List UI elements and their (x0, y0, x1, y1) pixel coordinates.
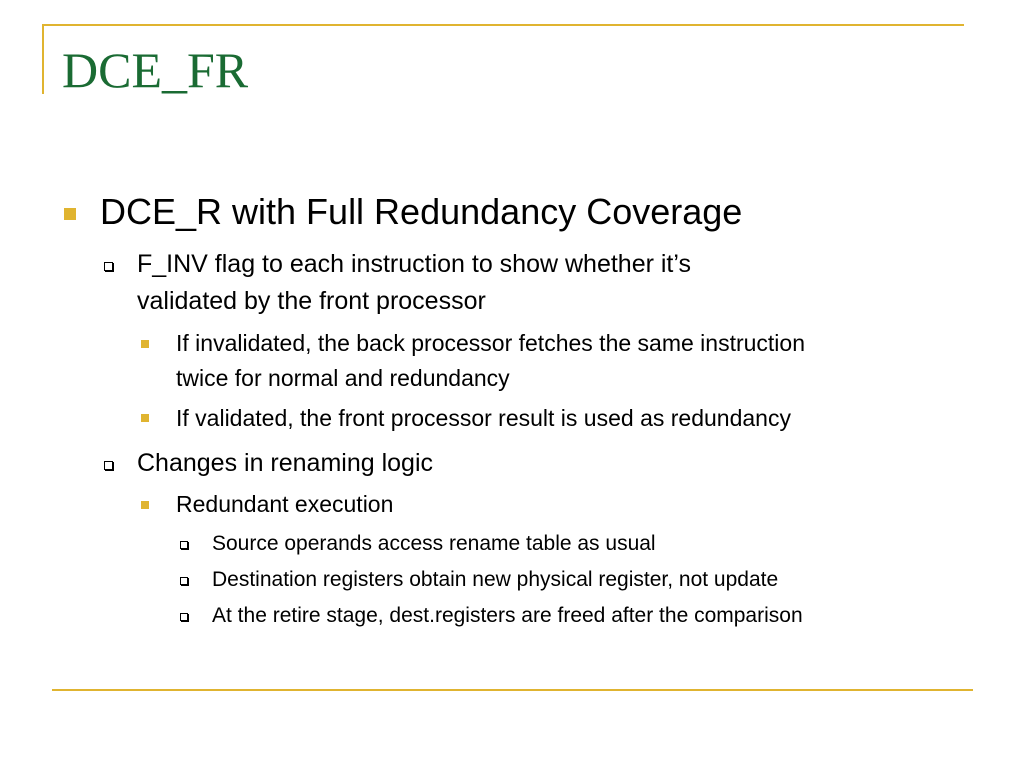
hollow-square-bullet-icon (180, 541, 188, 549)
footer-divider-line (52, 689, 973, 691)
title-frame-top-line (42, 24, 964, 26)
bullet-level1-text: DCE_R with Full Redundancy Coverage (100, 191, 743, 232)
filled-square-bullet-icon (141, 414, 149, 422)
hollow-square-bullet-icon (180, 613, 188, 621)
bullet-level3-text-continued: twice for normal and redundancy (176, 365, 510, 391)
bullet-level3-text: Redundant execution (176, 491, 394, 517)
bullet-level4-text: Source operands access rename table as usual (212, 532, 656, 555)
filled-square-bullet-icon (64, 208, 76, 220)
bullet-level3-text: If invalidated, the back processor fetches the same instruction (176, 330, 805, 356)
bullet-level2-text-continued: validated by the front processor (137, 287, 486, 315)
bullet-level2-text: Changes in renaming logic (137, 449, 434, 477)
bullet-level2-text: F_INV flag to each instruction to show whether it’s (137, 250, 691, 278)
hollow-square-bullet-icon (180, 577, 188, 585)
hollow-square-bullet-icon (104, 262, 113, 271)
hollow-square-bullet-icon (104, 461, 113, 470)
slide-title: DCE_FR (62, 42, 249, 98)
title-frame-left-line (42, 24, 44, 94)
bullet-level3-text: If validated, the front processor result is used as redundancy (176, 405, 791, 431)
bullet-level4-text: Destination registers obtain new physical register, not update (212, 568, 779, 591)
filled-square-bullet-icon (141, 501, 149, 509)
bullet-level4-text: At the retire stage, dest.registers are freed after the comparison (212, 604, 803, 627)
filled-square-bullet-icon (141, 340, 149, 348)
